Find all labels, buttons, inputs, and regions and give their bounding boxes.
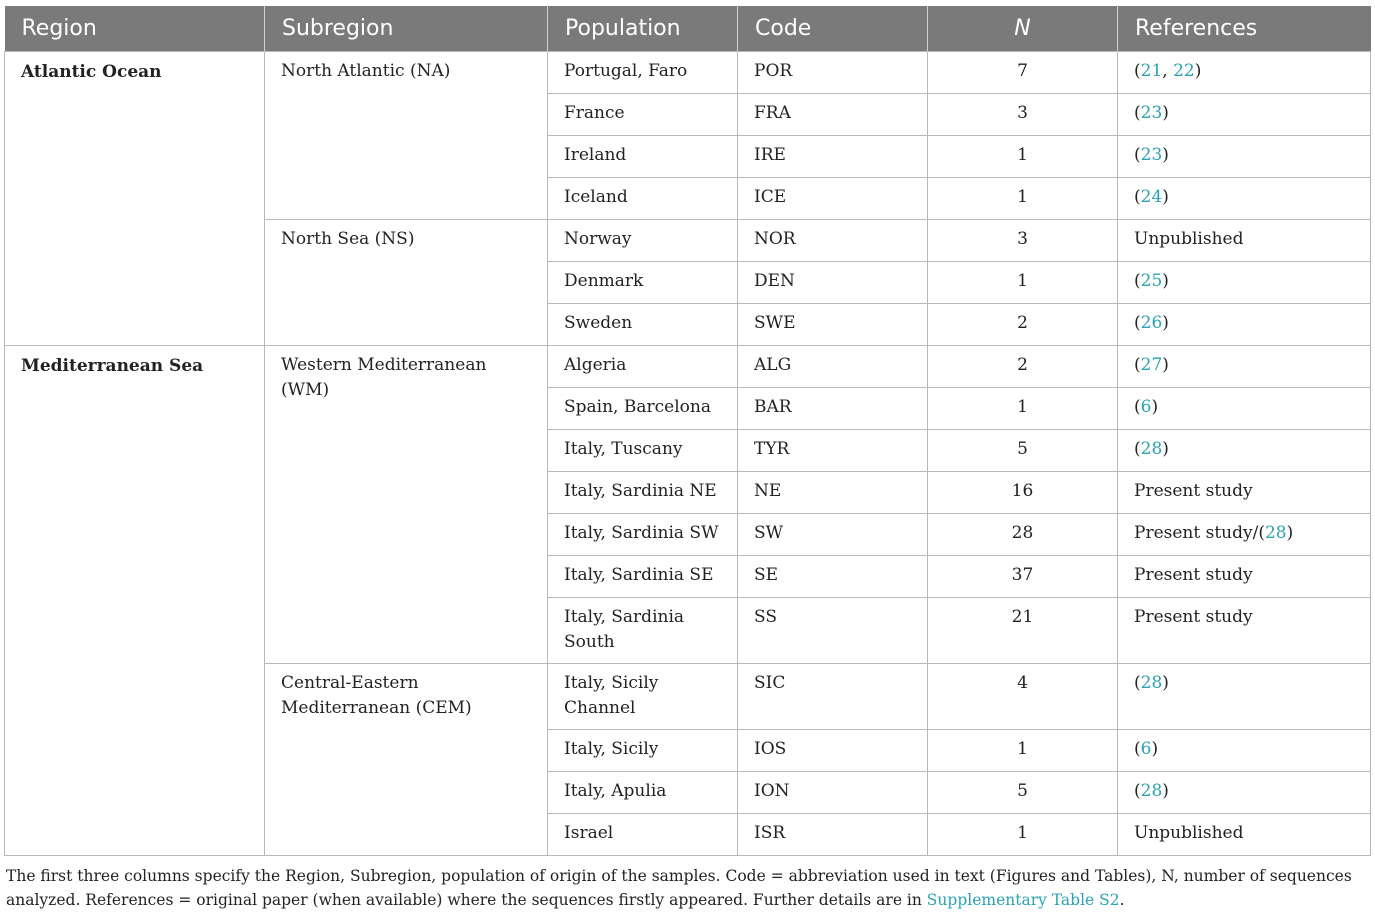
reference-suffix: )	[1162, 313, 1169, 333]
reference-prefix: (	[1134, 187, 1141, 207]
code-cell: ALG	[738, 346, 928, 388]
n-cell: 16	[928, 472, 1118, 514]
reference-suffix: )	[1286, 523, 1294, 543]
n-cell: 2	[928, 346, 1118, 388]
reference-suffix: )	[1162, 355, 1169, 375]
reference-suffix: )	[1162, 439, 1169, 459]
population-cell: Italy, Apulia	[548, 772, 738, 814]
reference-prefix: (	[1134, 397, 1141, 417]
n-cell: 1	[928, 136, 1118, 178]
reference-prefix: (	[1134, 355, 1141, 375]
code-cell: DEN	[738, 262, 928, 304]
reference-text: Present study	[1134, 607, 1253, 627]
reference-prefix: (	[1134, 271, 1141, 291]
reference-link[interactable]: 24	[1140, 187, 1163, 207]
reference-link[interactable]: 22	[1173, 61, 1195, 81]
population-cell: Algeria	[548, 346, 738, 388]
reference-prefix: (	[1134, 439, 1141, 459]
reference-suffix: )	[1162, 673, 1169, 693]
code-cell: SE	[738, 556, 928, 598]
reference-link[interactable]: 28	[1140, 673, 1163, 693]
reference-text: Unpublished	[1134, 229, 1244, 249]
code-cell: SS	[738, 598, 928, 664]
references-cell	[1118, 556, 1371, 598]
reference-separator: ,	[1162, 61, 1174, 81]
n-cell: 4	[928, 664, 1118, 730]
code-cell: POR	[738, 52, 928, 94]
population-cell: Italy, Tuscany	[548, 430, 738, 472]
reference-text: Unpublished	[1134, 823, 1244, 843]
reference-prefix: (	[1134, 145, 1141, 165]
reference-suffix: )	[1162, 187, 1169, 207]
n-cell: 1	[928, 178, 1118, 220]
header-references: References	[1118, 6, 1371, 52]
population-cell: France	[548, 94, 738, 136]
header-population: Population	[548, 6, 738, 52]
references-cell	[1118, 262, 1371, 304]
reference-suffix: )	[1194, 61, 1202, 81]
subregion-cell: Central-Eastern Mediterranean (CEM)	[265, 664, 548, 856]
populations-table	[4, 6, 1371, 856]
population-cell: Italy, Sardinia SW	[548, 514, 738, 556]
reference-prefix: (	[1134, 313, 1141, 333]
code-cell: TYR	[738, 430, 928, 472]
reference-prefix: (	[1134, 739, 1141, 759]
references-cell	[1118, 472, 1371, 514]
reference-prefix: (	[1134, 103, 1141, 123]
population-cell: Denmark	[548, 262, 738, 304]
reference-link[interactable]: 23	[1140, 145, 1163, 165]
header-region: Region	[5, 6, 265, 52]
code-cell: IRE	[738, 136, 928, 178]
n-cell: 3	[928, 94, 1118, 136]
references-cell	[1118, 598, 1371, 664]
code-cell: ISR	[738, 814, 928, 856]
population-cell: Italy, Sicily Channel	[548, 664, 738, 730]
code-cell: IOS	[738, 730, 928, 772]
reference-link[interactable]: 28	[1140, 439, 1163, 459]
supplementary-table-link[interactable]: Supplementary Table S2	[926, 891, 1120, 909]
code-cell: SWE	[738, 304, 928, 346]
code-cell: FRA	[738, 94, 928, 136]
region-cell: Mediterranean Sea	[5, 346, 265, 856]
reference-text: Present study	[1134, 481, 1253, 501]
references-cell	[1118, 514, 1371, 556]
reference-link[interactable]: 6	[1140, 739, 1152, 759]
reference-link[interactable]: 25	[1140, 271, 1163, 291]
code-cell: NOR	[738, 220, 928, 262]
population-cell: Iceland	[548, 178, 738, 220]
table-caption	[6, 864, 1371, 912]
n-cell: 21	[928, 598, 1118, 664]
table-row	[5, 52, 1371, 94]
table-row	[5, 346, 1371, 388]
population-cell: Italy, Sardinia South	[548, 598, 738, 664]
population-cell: Portugal, Faro	[548, 52, 738, 94]
reference-suffix: )	[1162, 781, 1169, 801]
reference-suffix: )	[1162, 145, 1169, 165]
references-cell	[1118, 430, 1371, 472]
n-cell: 1	[928, 814, 1118, 856]
population-cell: Norway	[548, 220, 738, 262]
population-cell: Sweden	[548, 304, 738, 346]
references-cell	[1118, 730, 1371, 772]
caption-text: The first three columns specify the Region, Subregion, population of origin of the samples. Code = abbreviation used in text (Figures and Tables), N, number of sequences analyzed. References = original paper (when available) where the sequences firstly appeared. Further details are in	[6, 867, 1352, 909]
n-cell: 1	[928, 388, 1118, 430]
n-cell: 5	[928, 430, 1118, 472]
header-row	[5, 6, 1371, 52]
n-cell: 3	[928, 220, 1118, 262]
reference-prefix: (	[1134, 61, 1141, 81]
header-n: N	[928, 6, 1118, 52]
references-cell	[1118, 346, 1371, 388]
references-cell	[1118, 772, 1371, 814]
references-cell	[1118, 388, 1371, 430]
reference-link[interactable]: 28	[1264, 523, 1287, 543]
code-cell: ION	[738, 772, 928, 814]
references-cell	[1118, 814, 1371, 856]
code-cell: SIC	[738, 664, 928, 730]
reference-link[interactable]: 23	[1140, 103, 1163, 123]
reference-suffix: )	[1162, 103, 1169, 123]
population-cell: Spain, Barcelona	[548, 388, 738, 430]
code-cell: SW	[738, 514, 928, 556]
subregion-cell: Western Mediterranean (WM)	[265, 346, 548, 664]
n-cell: 2	[928, 304, 1118, 346]
subregion-cell: North Sea (NS)	[265, 220, 548, 346]
references-cell	[1118, 178, 1371, 220]
population-cell: Israel	[548, 814, 738, 856]
n-cell: 37	[928, 556, 1118, 598]
reference-prefix: (	[1134, 673, 1141, 693]
references-cell	[1118, 664, 1371, 730]
header-subregion: Subregion	[265, 6, 548, 52]
reference-prefix: Present study/(	[1134, 523, 1265, 543]
references-cell	[1118, 52, 1371, 94]
references-cell	[1118, 94, 1371, 136]
reference-link[interactable]: 27	[1140, 355, 1163, 375]
population-cell: Ireland	[548, 136, 738, 178]
reference-link[interactable]: 26	[1140, 313, 1163, 333]
subregion-cell: North Atlantic (NA)	[265, 52, 548, 220]
reference-link[interactable]: 28	[1140, 781, 1163, 801]
reference-suffix: )	[1151, 397, 1159, 417]
reference-link[interactable]: 6	[1140, 397, 1152, 417]
references-cell	[1118, 136, 1371, 178]
caption-end: .	[1119, 891, 1125, 909]
population-cell: Italy, Sardinia NE	[548, 472, 738, 514]
reference-suffix: )	[1162, 271, 1169, 291]
population-cell: Italy, Sardinia SE	[548, 556, 738, 598]
n-cell: 28	[928, 514, 1118, 556]
reference-text: Present study	[1134, 565, 1253, 585]
header-code: Code	[738, 6, 928, 52]
n-cell: 7	[928, 52, 1118, 94]
n-cell: 1	[928, 730, 1118, 772]
code-cell: ICE	[738, 178, 928, 220]
n-cell: 1	[928, 262, 1118, 304]
reference-prefix: (	[1134, 781, 1141, 801]
reference-suffix: )	[1151, 739, 1159, 759]
reference-link[interactable]: 21	[1140, 61, 1163, 81]
references-cell	[1118, 304, 1371, 346]
n-cell: 5	[928, 772, 1118, 814]
references-cell	[1118, 220, 1371, 262]
population-cell: Italy, Sicily	[548, 730, 738, 772]
code-cell: BAR	[738, 388, 928, 430]
code-cell: NE	[738, 472, 928, 514]
region-cell: Atlantic Ocean	[5, 52, 265, 346]
